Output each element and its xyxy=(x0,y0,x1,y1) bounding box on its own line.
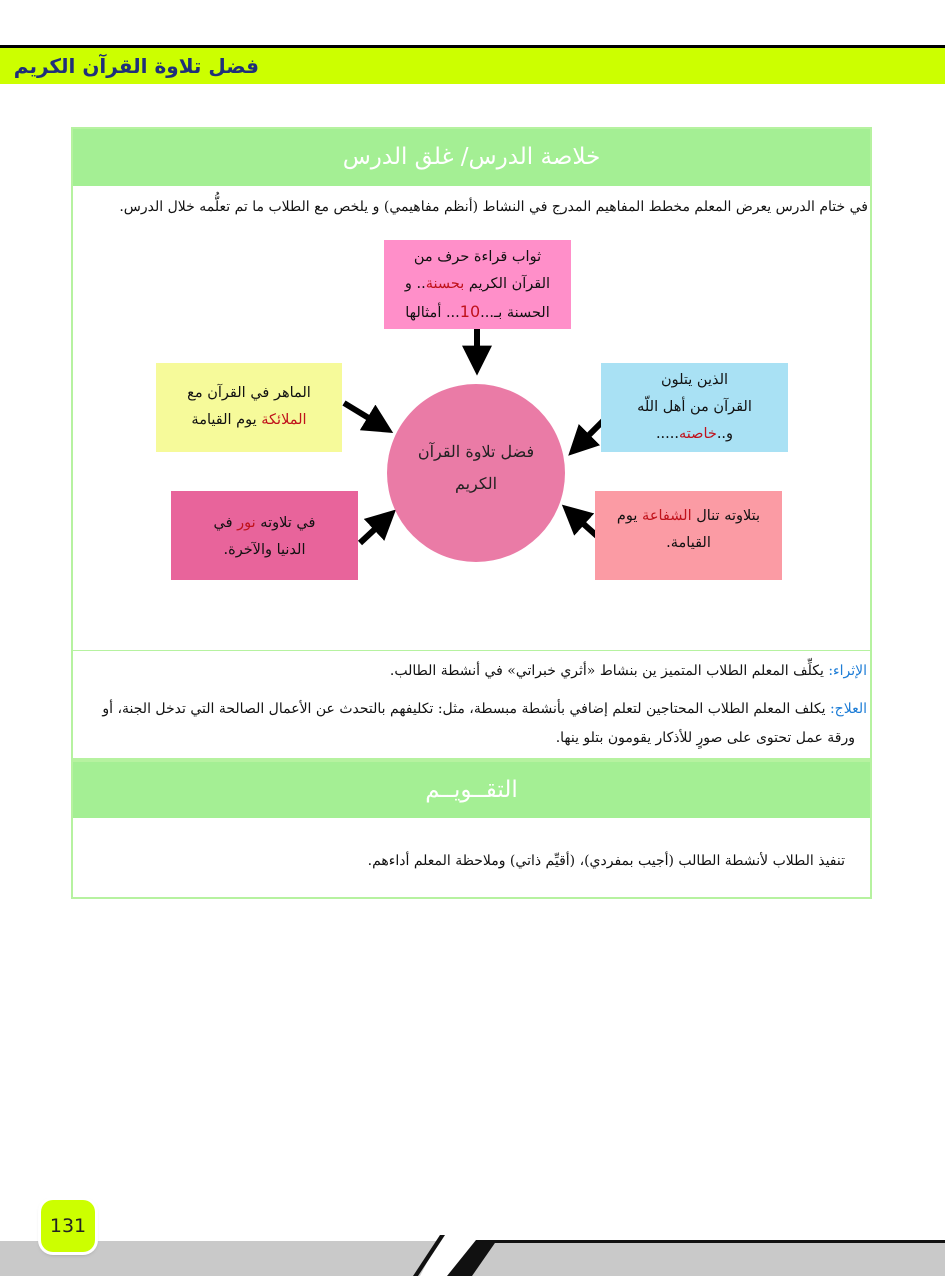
arrow-top-left xyxy=(344,403,385,428)
summary-intro: في ختام الدرس يعرض المعلم مخطط المفاهيم المدرج في النشاط (أنظم مفاهيمي) و يلخص مع الطلاب ما تم تعلُّمه خلال الدرس. xyxy=(119,199,868,215)
concept-top-line1: ثواب قراءة حرف من xyxy=(413,249,542,265)
remedy-text-line1: يكلف المعلم الطلاب المحتاجين لتعلم إضافي بأنشطة مبسطة، مثل: تكليفهم بالتحدث عن الأعمال الصالحة التي تدخل الجنة، أو xyxy=(102,701,830,717)
concept-top-right-line2: القرآن من أهل اللّه xyxy=(637,399,752,415)
concept-center-line1: فضل تلاوة القرآن xyxy=(417,442,535,461)
highlight-shafaa: الشفاعة xyxy=(642,508,692,524)
section-divider xyxy=(73,650,870,651)
remedy-line2: ورقة عمل تحتوى على صورٍ للأذكار يقومون بتلو ينها. xyxy=(555,730,855,746)
evaluation-text: تنفيذ الطلاب لأنشطة الطالب (أجيب بمفردي)، (أقيِّم ذاتي) وملاحظة المعلم أداءهم. xyxy=(367,853,845,869)
page-number: 131 xyxy=(41,1200,95,1252)
enrichment-text: يكلِّف المعلم الطلاب المتميز ين بنشاط «أثري خبراتي» في أنشطة الطالب. xyxy=(389,663,829,679)
evaluation-heading: التقــويــم xyxy=(73,762,870,818)
concept-bottom-left-line2: الدنيا والآخرة. xyxy=(223,542,306,558)
concept-box-top-right xyxy=(601,363,788,452)
concept-box-bottom-left xyxy=(171,491,358,580)
highlight-angels: الملائكة xyxy=(261,412,307,428)
enrichment-label: الإثراء: xyxy=(828,663,867,679)
concept-top-line3: الحسنة بـ...10... أمثالها xyxy=(405,302,550,321)
arrow-top-right xyxy=(575,420,604,449)
concept-center-line2: الكريم xyxy=(454,474,498,493)
concept-box-top-left xyxy=(156,363,342,452)
concept-top-left-line2: الملائكة يوم القيامة xyxy=(191,412,307,428)
concept-box-bottom-right xyxy=(595,491,782,580)
concept-bottom-right-line2: القيامة. xyxy=(666,535,711,551)
concept-top-left-line1: الماهر في القرآن مع xyxy=(187,385,311,401)
concept-bottom-right-line1: بتلاوته تنال الشفاعة يوم xyxy=(616,508,761,524)
lesson-title: فضل تلاوة القرآن الكريم xyxy=(13,54,259,78)
concept-box-top xyxy=(384,240,571,329)
remedy-label: العلاج: xyxy=(829,701,867,717)
arrow-bottom-left xyxy=(360,516,389,543)
concept-top-line2: القرآن الكريم بحسنة.. و xyxy=(404,276,551,292)
highlight-khassatuhu: خاصته xyxy=(678,426,717,442)
concept-top-right-line3: و..خاصته..... xyxy=(655,426,734,442)
arrow-bottom-right xyxy=(569,511,597,536)
enrichment-paragraph xyxy=(87,662,867,681)
footer-band xyxy=(0,1225,945,1276)
highlight-noor: نور xyxy=(237,515,256,531)
concept-bottom-left-line1: في تلاوته نور في xyxy=(213,515,316,531)
summary-heading: خلاصة الدرس/ غلق الدرس xyxy=(73,129,870,186)
concept-center-label xyxy=(387,436,565,500)
concept-top-right-line1: الذين يتلون xyxy=(660,372,729,388)
highlight-ten: 10 xyxy=(459,302,481,321)
highlight-hasana: بحسنة xyxy=(425,276,465,292)
remedy-line1 xyxy=(77,700,867,719)
